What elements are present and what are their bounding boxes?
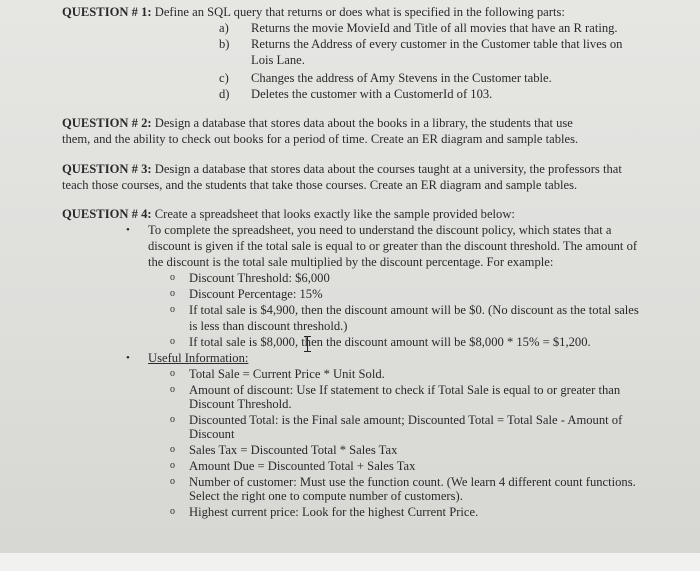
question-3-line-1 xyxy=(62,162,622,176)
bullet-1-text-2: discount is given if the total sale is equal to or greater than the discount threshold. The amount of xyxy=(148,239,638,253)
circle-marker: o xyxy=(170,414,175,425)
part-c-label: c) xyxy=(219,71,229,85)
circle-marker: o xyxy=(170,476,175,487)
question-1-text: Define an SQL query that returns or does what is specified in the following parts: xyxy=(154,5,565,19)
useful-information-heading: Useful Information: xyxy=(148,351,249,365)
info-amount-due: Amount Due = Discounted Total + Sales Tax xyxy=(189,459,416,473)
circle-marker: o xyxy=(170,336,175,347)
question-1-heading: QUESTION # 1: xyxy=(62,5,152,19)
part-b-text-2: Lois Lane. xyxy=(251,53,305,67)
info-discount-amount-1: Amount of discount: Use If statement to check if Total Sale is equal to or greater than xyxy=(189,383,621,397)
info-customer-count-2: Select the right one to compute number of customers). xyxy=(189,489,463,503)
info-customer-count-1: Number of customer: Must use the function count. (We learn 4 different count functions. xyxy=(189,475,636,489)
example-no-discount-1: If total sale is $4,900, then the discount amount will be $0. (No discount as the total sales xyxy=(189,303,639,317)
circle-marker: o xyxy=(170,272,175,283)
info-sales-tax: Sales Tax = Discounted Total * Sales Tax xyxy=(189,443,398,457)
question-2-text-1: Design a database that stores data about the books in a library, the students that use xyxy=(154,116,573,130)
part-a-label: a) xyxy=(219,21,229,35)
question-2-heading: QUESTION # 2: xyxy=(62,116,152,130)
question-2-line-1 xyxy=(62,116,573,130)
example-discount: If total sale is $8,000, then the discount amount will be $8,000 * 15% = $1,200. xyxy=(189,335,591,349)
example-no-discount-2: is less than discount threshold.) xyxy=(189,319,348,333)
bullet-1-text-1: To complete the spreadsheet, you need to understand the discount policy, which states that a xyxy=(148,223,612,237)
bullet-marker: • xyxy=(126,352,130,364)
text-cursor-icon xyxy=(307,336,314,352)
circle-marker: o xyxy=(170,384,175,395)
circle-marker: o xyxy=(170,288,175,299)
part-b-label: b) xyxy=(219,37,230,51)
part-c-text: Changes the address of Amy Stevens in the Customer table. xyxy=(251,71,552,85)
example-percentage: Discount Percentage: 15% xyxy=(189,287,323,301)
question-3-heading: QUESTION # 3: xyxy=(62,162,152,176)
info-total-sale: Total Sale = Current Price * Unit Sold. xyxy=(189,367,385,381)
part-a-text: Returns the movie MovieId and Title of all movies that have an R rating. xyxy=(251,21,618,35)
circle-marker: o xyxy=(170,304,175,315)
circle-marker: o xyxy=(170,368,175,379)
bottom-margin xyxy=(0,553,700,571)
info-highest-price: Highest current price: Look for the highest Current Price. xyxy=(189,505,479,519)
question-4-text: Create a spreadsheet that looks exactly like the sample provided below: xyxy=(154,207,515,221)
circle-marker: o xyxy=(170,460,175,471)
question-4-line xyxy=(62,207,515,221)
question-1-line xyxy=(62,5,565,19)
circle-marker: o xyxy=(170,506,175,517)
info-discounted-total-2: Discount xyxy=(189,427,235,441)
circle-marker: o xyxy=(170,444,175,455)
question-3-text-2: teach those courses, and the students that take those courses. Create an ER diagram and sample tables. xyxy=(62,178,578,192)
question-3-text-1: Design a database that stores data about the courses taught at a university, the professors that xyxy=(154,162,622,176)
part-d-text: Deletes the customer with a CustomerId of 103. xyxy=(251,87,493,101)
example-threshold: Discount Threshold: $6,000 xyxy=(189,271,330,285)
question-2-text-2: them, and the ability to check out books for a period of time. Create an ER diagram and sample tables. xyxy=(62,132,579,146)
part-d-label: d) xyxy=(219,87,230,101)
part-b-text-1: Returns the Address of every customer in the Customer table that lives on xyxy=(251,37,623,51)
info-discounted-total-1: Discounted Total: is the Final sale amount; Discounted Total = Total Sale - Amount of xyxy=(189,413,623,427)
bullet-marker: • xyxy=(126,224,130,236)
bullet-1-text-3: the discount is the total sale multiplied by the discount percentage. For example: xyxy=(148,255,554,269)
question-4-heading: QUESTION # 4: xyxy=(62,207,152,221)
info-discount-amount-2: Discount Threshold. xyxy=(189,397,292,411)
